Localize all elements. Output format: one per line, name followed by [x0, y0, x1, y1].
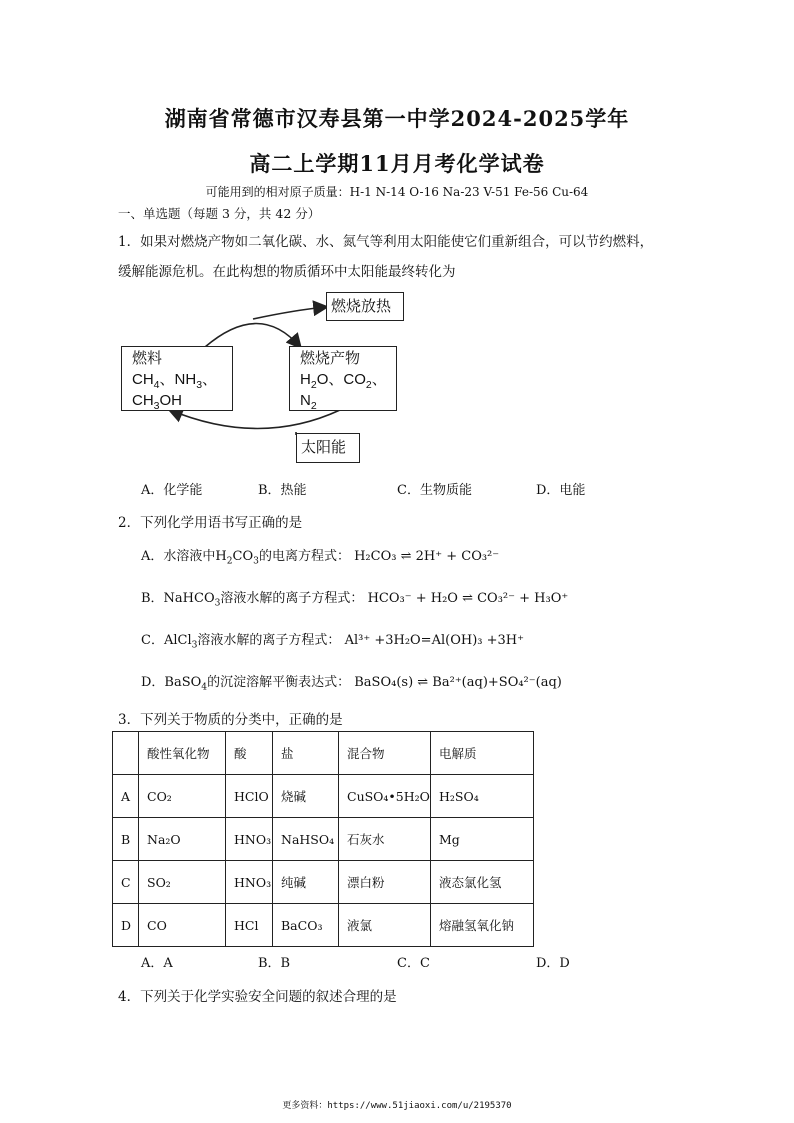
products-title: 燃烧产物 — [300, 350, 361, 367]
products-line1: $H_2O$、$CO_2$、 — [300, 371, 387, 391]
table-header-cell: 混合物 — [339, 732, 431, 775]
arrow-products-to-fuel — [170, 410, 340, 429]
q2-d-equation: BaSO₄(s) ⇌ Ba²⁺(aq)+SO₄²⁻(aq) — [354, 675, 562, 690]
q1-stem-line1: 1．如果对燃烧产物如二氧化碳、水、氮气等利用太阳能使它们重新组合，可以节约燃料， — [118, 234, 654, 250]
table-cell: A — [113, 775, 139, 818]
q2-b-equation: HCO₃⁻ + H₂O ⇌ CO₃²⁻ + H₃O⁺ — [367, 591, 569, 606]
table-cell: 熔融氢氧化钠 — [431, 904, 534, 947]
q2-a-equation: H₂CO₃ ⇌ 2H⁺ + CO₃²⁻ — [354, 549, 500, 564]
table-cell: 液氯 — [339, 904, 431, 947]
table-cell: 漂白粉 — [339, 861, 431, 904]
table-cell: SO₂ — [139, 861, 226, 904]
table-header-row — [113, 732, 534, 775]
q4-stem: 4．下列关于化学实验安全问题的叙述合理的是 — [118, 989, 397, 1005]
q3-option-c: C．C — [397, 956, 430, 971]
q1-stem-line2: 缓解能源危机。在此构想的物质循环中太阳能最终转化为 — [118, 264, 456, 280]
q3-option-d: D．D — [536, 956, 570, 971]
table-header-cell: 酸性氧化物 — [139, 732, 226, 775]
table-cell: H₂SO₄ — [431, 775, 534, 818]
products-line2: $N_2$ — [300, 392, 317, 412]
arrow-fuel-to-products — [205, 324, 300, 348]
table-header-cell — [113, 732, 139, 775]
q2-option-c: C．AlCl$_3$溶液水解的离子方程式： Al³⁺ +3H₂O=Al(OH)₃ +3H⁺ — [141, 633, 524, 651]
solar-label: 太阳能 — [301, 439, 347, 456]
exam-title-line2: 高二上学期11月月考化学试卷 — [249, 151, 545, 176]
table-cell: 纯碱 — [273, 861, 339, 904]
table-cell: 液态氯化氢 — [431, 861, 534, 904]
table-cell: BaCO₃ — [273, 904, 339, 947]
q1-option-d: D．电能 — [536, 483, 586, 498]
arrow-to-heat — [253, 307, 326, 319]
heat-box — [326, 292, 404, 321]
fuel-line2: $CH_3OH$ — [132, 392, 183, 412]
table-cell: HClO — [226, 775, 273, 818]
q2-stem: 2．下列化学用语书写正确的是 — [118, 515, 303, 531]
classification-table — [112, 731, 534, 947]
table-cell: B — [113, 818, 139, 861]
q3-stem: 3．下列关于物质的分类中，正确的是 — [118, 712, 343, 728]
q2-c-equation: Al³⁺ +3H₂O=Al(OH)₃ +3H⁺ — [344, 633, 524, 648]
q1-option-c: C．生物质能 — [397, 483, 472, 498]
heat-label: 燃烧放热 — [331, 298, 392, 315]
footer-link[interactable]: 更多资料：https://www.51jiaoxi.com/u/2195370 — [282, 1101, 512, 1111]
table-cell: D — [113, 904, 139, 947]
table-cell: 石灰水 — [339, 818, 431, 861]
q2-option-d: D．BaSO$_4$的沉淀溶解平衡表达式： BaSO₄(s) ⇌ Ba²⁺(aq)+SO₄²⁻(aq) — [141, 675, 562, 693]
table-cell: CO — [139, 904, 226, 947]
section-heading: 一、单选题（每题 3 分，共 42 分） — [118, 206, 321, 221]
table-cell: CO₂ — [139, 775, 226, 818]
q1-option-b: B．热能 — [258, 483, 307, 498]
table-cell: C — [113, 861, 139, 904]
exam-title-line1: 湖南省常德市汉寿县第一中学2024-2025学年 — [164, 106, 630, 131]
table-cell: HCl — [226, 904, 273, 947]
solar-box — [296, 433, 360, 463]
table-header-cell: 电解质 — [431, 732, 534, 775]
fuel-line1: $CH_4$、$NH_3$、 — [132, 371, 218, 391]
table-row — [113, 818, 534, 861]
q2-option-b: B．NaHCO$_3$溶液水解的离子方程式： HCO₃⁻ + H₂O ⇌ CO₃²⁻ + H₃O⁺ — [141, 591, 569, 609]
q3-option-a: A．A — [141, 956, 173, 971]
table-cell: HNO₃ — [226, 818, 273, 861]
table-row — [113, 904, 534, 947]
table-cell: CuSO₄•5H₂O — [339, 775, 431, 818]
table-cell: Na₂O — [139, 818, 226, 861]
q1-option-a: A．化学能 — [141, 483, 203, 498]
table-header-cell: 盐 — [273, 732, 339, 775]
table-row — [113, 775, 534, 818]
products-box — [289, 346, 397, 411]
fuel-box — [121, 346, 233, 411]
table-cell: NaHSO₄ — [273, 818, 339, 861]
table-cell: Mg — [431, 818, 534, 861]
table-cell: HNO₃ — [226, 861, 273, 904]
fuel-title: 燃料 — [132, 350, 163, 367]
q2-option-a: A．水溶液中$H_2CO_3$的电离方程式： H₂CO₃ ⇌ 2H⁺ + CO₃²⁻ — [141, 549, 500, 567]
table-cell: 烧碱 — [273, 775, 339, 818]
table-row — [113, 861, 534, 904]
atomic-masses: 可能用到的相对原子质量：H-1 N-14 O-16 Na-23 V-51 Fe-56 Cu-64 — [205, 185, 589, 199]
table-header-cell: 酸 — [226, 732, 273, 775]
q3-option-b: B．B — [258, 956, 291, 971]
